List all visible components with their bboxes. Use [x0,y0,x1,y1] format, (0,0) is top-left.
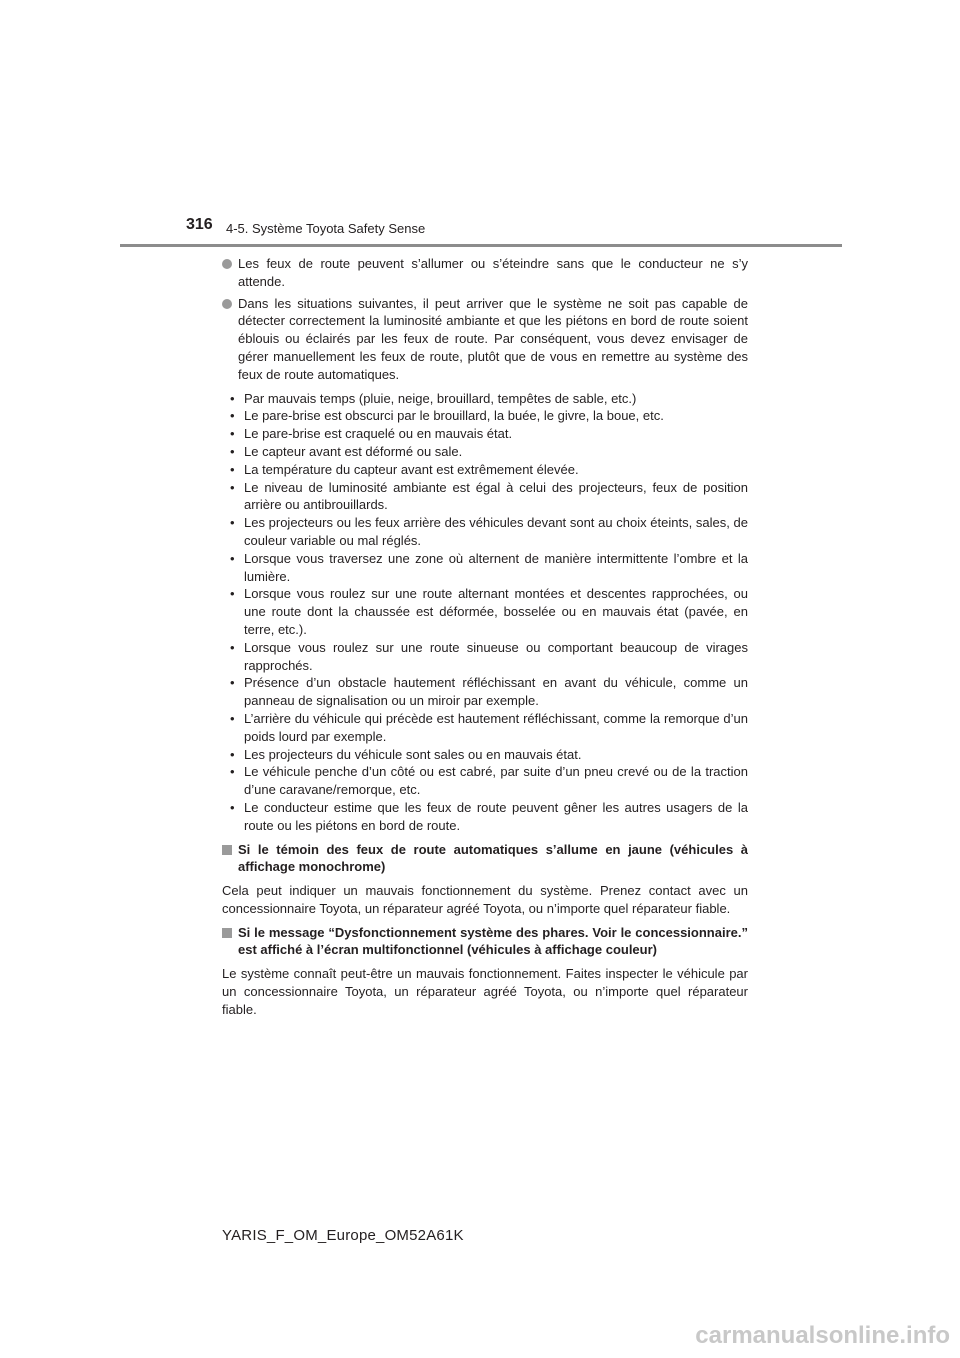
watermark: carmanualsonline.info [695,1322,950,1349]
list-item: • Lorsque vous traversez une zone où alternent de manière intermittente l’ombre et la lumière. [228,550,748,586]
list-item: • Lorsque vous roulez sur une route alternant montées et descentes rapprochées, ou une route dont la chaussée est déformée, bosselée ou en mauvais état (pavée, en terre, etc.). [228,585,748,638]
bullet-dot-icon [222,299,232,309]
square-bullet-icon [222,845,232,855]
situation-list [228,390,748,835]
list-item: • Par mauvais temps (pluie, neige, brouillard, tempêtes de sable, etc.) [228,390,748,408]
section-body: Le système connaît peut-être un mauvais fonctionnement. Faites inspecter le véhicule par un concessionnaire Toyota, un réparateur agréé Toyota, ou n’importe quel réparateur fiable. [222,966,748,1017]
section-title: 4-5. Système Toyota Safety Sense [226,221,426,236]
page-number: 316 [186,216,213,233]
section-heading-text: Si le témoin des feux de route automatiques s’allume en jaune (véhicules à affichage monochrome) [238,841,748,875]
bullet-text: Dans les situations suivantes, il peut arriver que le système ne soit pas capable de détecter correctement la luminosité ambiante et que les piétons en bord de route soient éblouis ou éclairés par les feux de route. Par conséquent, vous devez envisager de gérer manuellement les feux de route, plutôt que de vous en remettre au système des feux de route automatiques. [238,295,748,382]
list-item: • Lorsque vous roulez sur une route sinueuse ou comportant beaucoup de virages rapprochés. [228,639,748,675]
bullet-item [222,295,748,384]
list-item: • Les projecteurs ou les feux arrière des véhicules devant sont au choix éteints, sales, de couleur variable ou mal réglés. [228,514,748,550]
bullet-item [222,255,748,291]
list-item: • Le conducteur estime que les feux de route peuvent gêner les autres usagers de la route ou les piétons en bord de route. [228,799,748,835]
document-code: YARIS_F_OM_Europe_OM52A61K [222,1227,464,1244]
warning-section-message [222,924,748,1019]
bullet-text: Les feux de route peuvent s’allumer ou s’éteindre sans que le conducteur ne s’y attende. [238,256,748,289]
list-item: • Présence d’un obstacle hautement réfléchissant en avant du véhicule, comme un panneau de signalisation ou un miroir par exemple. [228,674,748,710]
main-content [222,255,748,1019]
bullet-dot-icon [222,259,232,269]
header-divider [120,244,842,247]
list-item: • Le capteur avant est déformé ou sale. [228,443,748,461]
list-item: • La température du capteur avant est extrêmement élevée. [228,461,748,479]
list-item: • L’arrière du véhicule qui précède est hautement réfléchissant, comme la remorque d’un poids lourd par exemple. [228,710,748,746]
list-item: • Le niveau de luminosité ambiante est égal à celui des projecteurs, feux de position arrière ou antibrouillards. [228,479,748,515]
list-item: • Le pare-brise est craquelé ou en mauvais état. [228,425,748,443]
list-item: • Le véhicule penche d’un côté ou est cabré, par suite d’un pneu crevé ou de la traction d’une caravane/remorque, etc. [228,763,748,799]
section-body: Cela peut indiquer un mauvais fonctionnement du système. Prenez contact avec un concessionnaire Toyota, un réparateur agréé Toyota, ou n’importe quel réparateur fiable. [222,883,748,916]
list-item: • Le pare-brise est obscurci par le brouillard, la buée, le givre, la boue, etc. [228,407,748,425]
page-header [0,0,960,250]
section-heading-text: Si le message “Dysfonctionnement système des phares. Voir le concessionnaire.” est affiché à l’écran multifonctionnel (véhicules à affichage couleur) [238,924,748,958]
list-item: • Les projecteurs du véhicule sont sales ou en mauvais état. [228,746,748,764]
section-heading [222,841,748,877]
section-heading [222,924,748,960]
warning-section-indicator [222,841,748,918]
square-bullet-icon [222,928,232,938]
